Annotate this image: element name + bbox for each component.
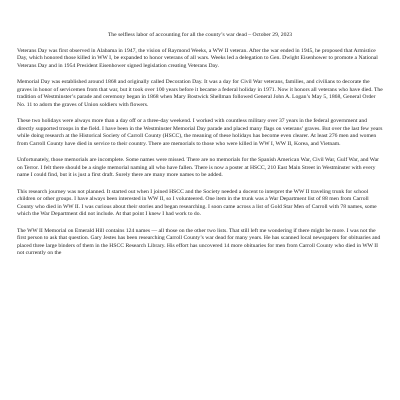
paragraph-incomplete-memorials: Unfortunately, those memorials are incomplete. Some names were missed. There are no memorials for the Spanish American War, Civil War, Gulf War, and War on Terror. I felt there should be a single memorial naming all who have fallen. There is now a poster at HSCC, 210 East Main Street in Westminster with every name I could find, but it is just a first draft. Surely there are many more names to be added. xyxy=(17,157,380,179)
document-title: The selfless labor of accounting for all the county’s war dead – October 29, 2023 xyxy=(107,32,293,38)
paragraph-memorial-day: Memorial Day was established around 1868 and originally called Decoration Day. It was a day for Civil War veterans, families, and civilians to decorate the graves in honor of servicemen from that war, but it took over 100 years before it became a federal holiday in 1971. Now it honors all veterans who have died. The tradition of Westminster’s parade and ceremony began in 1868 when Mary Bostwick Shellman followed General John A. Logan’s May 5, 1868, General Order No. 11 to adorn the graves of Union soldiers with flowers. xyxy=(17,79,383,108)
document-body xyxy=(17,48,383,258)
paragraph-holidays-meaning: These two holidays were always more than a day off or a three-day weekend. I worked with countless military over 37 years in the federal government and directly supported troops in the field. I have been in the Westminster Memorial Day parade and placed many flags on veterans’ graves. But over the last few years while doing research at the Historical Society of Carroll County (HSCC), the meaning of these holidays has become even clearer. At least 276 men and women from Carroll County have died in service to their country. There are memorials to those who were killed in WW I, WW II, Korea, and Vietnam. xyxy=(17,118,383,147)
paragraph-wwii-memorial: The WW II Memorial on Emerald Hill contains 124 names — all those on the other two lists. That still left me wondering if there might be more. I was not the first person to ask that question. Gary Jestes has been researching Carroll County’s war dead for many years. He has scanned local newspapers for obituaries and placed three large binders of them in the HSCC Research Library. His effort has uncovered 14 more obituaries for men from Carroll County who died in WW II not currently on the xyxy=(17,227,381,257)
paragraph-veterans-day: Veterans Day was first observed in Alabama in 1947, the vision of Raymond Weeks, a WW II veteran. After the war ended in 1945, he proposed that Armistice Day, which honored those killed in WW I, be expanded to honor veterans of all wars. Weeks led a delegation to Gen. Dwight Eisenhower to promote a National Veterans Day and in 1954 President Eisenhower signed legislation creating Veterans Day. xyxy=(17,47,378,69)
paragraph-research-journey: This research journey was not planned. It started out when I joined HSCC and the Society needed a docent to interpret the WW II traveling trunk for school children or other groups. I have always been interested in WW II, so I volunteered. One item in the trunk was a War Department list of 88 men from Carroll County who died in WW II. I was curious about their stories and began researching. I soon came across a list of Gold Star Men of Carroll with 78 names, some which the War Department did not include. At that point I knew I had work to do. xyxy=(17,188,377,218)
